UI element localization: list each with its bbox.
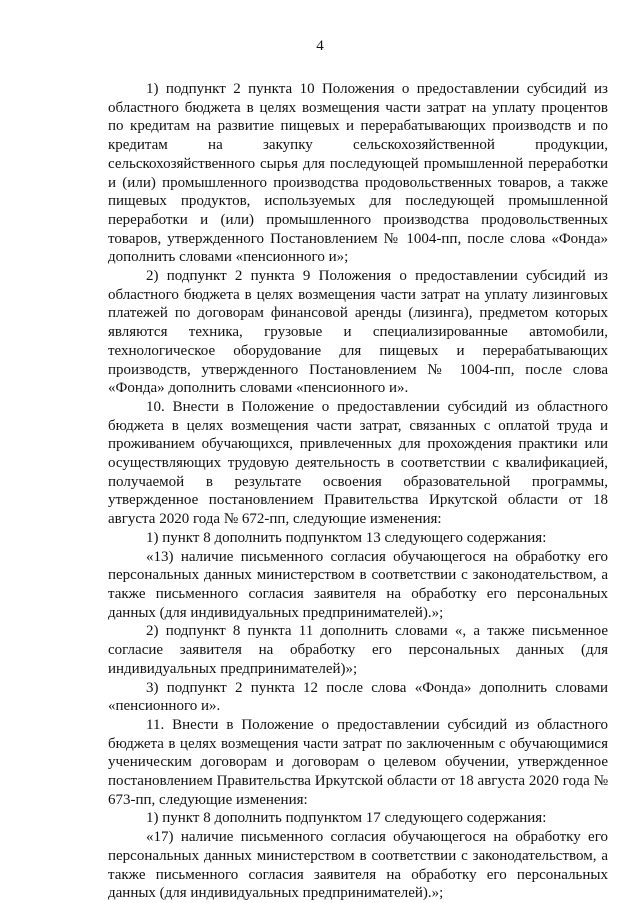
- section-10-quote-13: «13) наличие письменного согласия обучающегося на обработку его персональных данных министерством в соответствии с законодательством, а также письменного согласия заявителя на обработку его персональных данных (для индивидуальных предпринимателей).»;: [108, 548, 608, 621]
- paragraph-10-item-2: 2) подпункт 2 пункта 9 Положения о предоставлении субсидий из областного бюджета в целях возмещения части затрат на уплату лизинговых платежей по договорам финансовой аренды (лизинга), предметом которых являются техника, грузовые и специализированные автомобили, технологическое оборудование для пищевых и перерабатывающих производств, утвержденного Постановлением № 1004-пп, после слова «Фонда» дополнить словами «пенсионного и».: [108, 268, 608, 397]
- section-11-item-1: 1) пункт 8 дополнить подпунктом 17 следующего содержания:: [146, 810, 547, 827]
- paragraph-10-item-1: 1) подпункт 2 пункта 10 Положения о предоставлении субсидий из областного бюджета в целях возмещения части затрат на уплату процентов по кредитам на развитие пищевых и перерабатывающих производств и по кредитам на закупку сельскохозяйственной продукции, сельскохозяйственного сырья для последующей промышленной переработки и (или) промышленного производства продовольственных товаров, а также пищевых продуктов, используемых для последующей промышленной переработки и (или) промышленного производства продовольственных товаров, утвержденного Постановлением № 1004-пп, после слова «Фонда» дополнить словами «пенсионного и»;: [108, 81, 608, 266]
- section-10-item-3: 3) подпункт 2 пункта 12 после слова «Фонда» дополнить словами «пенсионного и».: [108, 679, 608, 715]
- section-10-item-1: 1) пункт 8 дополнить подпунктом 13 следующего содержания:: [146, 529, 547, 546]
- section-10-item-2: 2) подпункт 8 пункта 11 дополнить словами «, а также письменное согласие заявителя на обработку его персональных данных (для индивидуальных предпринимателей)»;: [108, 623, 608, 677]
- document-body: [108, 80, 608, 903]
- section-11-quote-17: «17) наличие письменного согласия обучающегося на обработку его персональных данных министерством в соответствии с законодательством, а также письменного согласия заявителя на обработку его персональных данных (для индивидуальных предпринимателей).»;: [108, 829, 608, 902]
- section-11: 11. Внести в Положение о предоставлении субсидий из областного бюджета в целях возмещения части затрат по заключенным с обучающимися ученическим договорам и договорам о целевом обучении, утвержденное постановлением Правительства Иркутской области от 18 августа 2020 года № 673-пп, следующие изменения:: [108, 716, 608, 808]
- section-10: 10. Внести в Положение о предоставлении субсидий из областного бюджета в целях возмещения части затрат, связанных с оплатой труда и проживанием обучающихся, привлеченных для прохождения практики или осуществляющих трудовую деятельность в соответствии с квалификацией, получаемой в результате освоения образовательной программы, утвержденное постановлением Правительства Иркутской области от 18 августа 2020 года № 672-пп, следующие изменения:: [108, 398, 608, 528]
- page-number: 4: [316, 38, 324, 54]
